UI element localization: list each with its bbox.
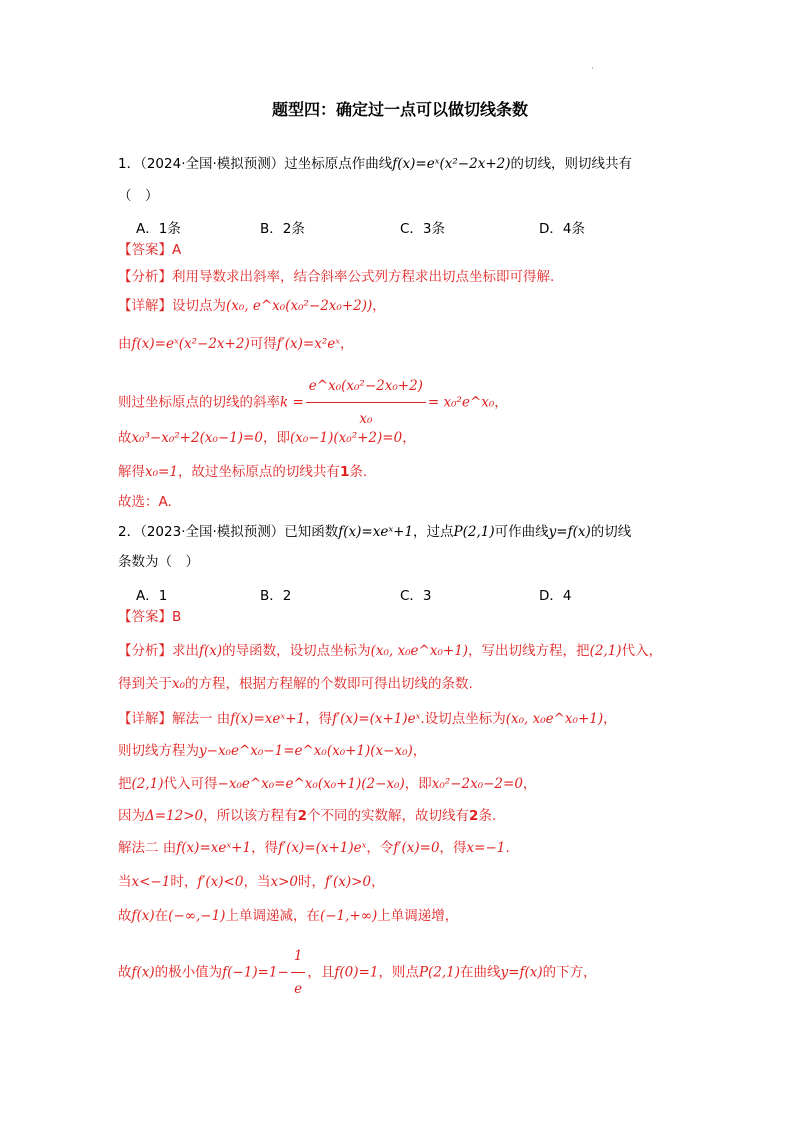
q2-a2-math: x₀ — [172, 676, 186, 692]
q2-f2-math3: x>0 — [270, 874, 298, 890]
q2-stem-text-b: ，过点 — [413, 524, 454, 540]
q2-f2-text-d: 时， — [297, 874, 325, 890]
q1-d2-text-a: 由 — [118, 336, 132, 352]
q2-f1-text-e: . — [505, 840, 510, 856]
q2-stem-line2: 条数为（ ） — [118, 554, 199, 570]
q1-analysis — [118, 267, 554, 287]
q2-detail-line3 — [118, 774, 536, 794]
q1-d4-math2: (x₀−1)(x₀²+2)=0 — [289, 430, 403, 446]
q1-stem-text-a: 1．（2024·全国·模拟预测）过坐标原点作曲线 — [118, 156, 393, 172]
q1-option-b: B．2条 — [260, 221, 305, 237]
q2-option-d: D．4 — [539, 588, 572, 604]
q2-e1-text-b: ，得 — [305, 711, 333, 727]
q1-option-c: C．3条 — [400, 221, 446, 237]
q2-f4-math5: y=f(x) — [500, 964, 543, 981]
q2-e1-text-c: .设切点坐标为 — [420, 711, 506, 727]
q2-a2-text-b: 的方程，根据方程解的个数即可得出切线的条数. — [185, 676, 473, 692]
q2-f2-text-e: ， — [371, 874, 385, 890]
q2-min-fraction — [291, 942, 306, 1003]
q2-e2-text-a: 则切线方程为 — [118, 743, 199, 759]
q1-slope-numerator: e^x₀(x₀²−2x₀+2) — [306, 372, 426, 403]
q2-f1-text-c: ，令 — [366, 840, 394, 856]
q2-e3-text-a: 把 — [118, 776, 132, 792]
q2-min-numerator: 1 — [291, 942, 306, 973]
q1-stem-math: f(x)=eˣ(x²−2x+2) — [392, 156, 511, 172]
q2-f4-math1: f(x) — [131, 964, 155, 981]
q2-stem-math2: P(2,1) — [453, 524, 495, 540]
q1-choice: 故选：A. — [118, 494, 172, 510]
q2-f1-math4: x=−1 — [466, 840, 506, 856]
q2-min-denominator: e — [294, 981, 303, 997]
q2-e4-math: Δ=12>0 — [145, 808, 204, 824]
q2-f1-math3: f′(x)=0 — [393, 840, 440, 856]
q1-d2-text-b: 可得 — [249, 336, 277, 352]
q1-d3-text-a: 则过坐标原点的切线的斜率 — [118, 394, 280, 411]
q2-stem-text-d: 的切线 — [590, 524, 632, 540]
q1-d1-text-b: ， — [372, 298, 386, 314]
q2-e4-count1: 2 — [297, 808, 308, 824]
q2-detail-line1 — [118, 709, 617, 729]
q2-e2-text-b: ， — [412, 743, 427, 759]
q1-slope-fraction — [306, 372, 426, 433]
q1-d4-text-a: 故 — [118, 430, 132, 446]
corner-mark: · — [591, 64, 594, 74]
q2-a1-text-d: 代入， — [621, 643, 663, 659]
q2-f2-math1: x<−1 — [131, 874, 171, 890]
q1-analysis-tag: 【分析】 — [118, 269, 172, 285]
q1-d4-math1: x₀³−x₀²+2(x₀−1)=0 — [131, 430, 263, 446]
q2-f3-text-d: 上单调递增， — [377, 908, 459, 924]
page-title: 题型四：确定过一点可以做切线条数 — [271, 100, 528, 119]
q2-a2-text-a: 得到关于 — [118, 676, 172, 692]
q1-d5-text-d: 条. — [349, 464, 368, 480]
q2-f3-text-b: 在 — [154, 908, 169, 924]
q1-d3-text-c: ， — [494, 394, 508, 411]
q2-e4-text-f: 条. — [478, 808, 497, 824]
q2-e1-math1: f(x)=xeˣ+1 — [230, 711, 306, 727]
q2-f2-math2: f′(x)<0 — [197, 874, 244, 890]
q2-e4-text-a: 因为 — [118, 808, 145, 824]
q2-a1-text-c: ，写出切线方程，把 — [468, 643, 590, 659]
q2-e4-text-b: ，所以该方程有 — [203, 808, 298, 824]
q1-d2-math2: f′(x)=x²eˣ — [276, 336, 341, 352]
q2-detail-line2 — [118, 741, 426, 761]
q2-f3-math3: (−1,+∞) — [319, 908, 378, 924]
q2-a1-math1: f(x) — [199, 643, 223, 659]
q1-detail-line2 — [118, 334, 354, 354]
q1-d4-text-b: ，即 — [262, 430, 290, 446]
q1-answer: 【答案】A — [118, 242, 182, 258]
q2-f4-math4: P(2,1) — [418, 964, 461, 981]
q1-stem-line1 — [118, 154, 632, 174]
q2-e1-text-a: 解法一 由 — [172, 711, 231, 727]
q1-stem-text-b: 的切线，则切线共有 — [510, 156, 632, 172]
q1-d5-count: 1 — [339, 464, 350, 480]
q2-f4-text-c: ，且 — [307, 964, 335, 981]
q2-f4-text-a: 故 — [118, 964, 132, 981]
q2-e3-text-d: ， — [522, 776, 537, 792]
q1-d1-text-a: 设切点为 — [172, 298, 226, 314]
q2-e3-text-b: 代入可得 — [163, 776, 218, 792]
q1-detail-line4 — [118, 428, 416, 448]
q2-f2-text-a: 当 — [118, 874, 132, 890]
q2-a1-text-b: 的导函数，设切点坐标为 — [222, 643, 371, 659]
q1-d5-text-b: ，故过坐标原点的切线共有 — [177, 464, 340, 480]
q2-f3-text-a: 故 — [118, 908, 132, 924]
q1-d5-math: x₀=1 — [145, 464, 178, 480]
q2-e1-text-d: ， — [603, 711, 617, 727]
q1-slope-denominator: x₀ — [359, 411, 373, 427]
q2-stem-text-c: 可作曲线 — [494, 524, 549, 540]
q2-detail-line4 — [118, 806, 496, 826]
q2-f1-text-b: ，得 — [251, 840, 279, 856]
q2-f2-text-c: ，当 — [243, 874, 271, 890]
q1-option-d: D．4条 — [539, 221, 585, 237]
q2-a1-math2: (x₀, x₀e^x₀+1) — [370, 643, 469, 659]
q2-method2-line1 — [118, 838, 510, 858]
q2-f4-text-d: ，则点 — [378, 964, 419, 981]
q1-d4-text-c: ， — [402, 430, 416, 446]
q1-d1-math: (x₀, e^x₀(x₀²−2x₀+2)) — [226, 298, 373, 314]
q2-answer: 【答案】B — [118, 609, 182, 625]
q1-d2-math1: f(x)=eˣ(x²−2x+2) — [131, 336, 250, 352]
q2-f3-text-c: 上单调递减，在 — [225, 908, 320, 924]
q2-analysis-line1 — [118, 641, 662, 661]
q1-option-a: A．1条 — [136, 221, 181, 237]
q2-e1-math3: (x₀, x₀e^x₀+1) — [505, 711, 604, 727]
q2-f1-math2: f′(x)=(x+1)eˣ — [278, 840, 367, 856]
q1-detail-line5 — [118, 462, 367, 482]
q2-stem-text-a: 2．（2023·全国·模拟预测）已知函数 — [118, 524, 339, 540]
q2-option-b: B．2 — [260, 588, 292, 604]
q2-a1-text-a: 求出 — [172, 643, 199, 659]
q2-option-c: C．3 — [400, 588, 432, 604]
q2-f3-math1: f(x) — [131, 908, 155, 924]
q2-f4-math2: f(−1)=1− — [222, 964, 289, 981]
q2-e3-text-c: ，即 — [404, 776, 432, 792]
q2-analysis-tag: 【分析】 — [118, 643, 172, 659]
q1-detail-line1 — [118, 296, 386, 316]
q2-f4-math3: f(0)=1 — [334, 964, 379, 981]
q2-a1-math3: (2,1) — [589, 643, 622, 659]
q2-f1-text-d: ，得 — [439, 840, 467, 856]
q2-detail-tag: 【详解】 — [118, 711, 172, 727]
q2-e4-count2: 2 — [469, 808, 479, 824]
q2-stem-math1: f(x)=xeˣ+1 — [338, 524, 414, 540]
q2-method2-line2 — [118, 872, 385, 892]
q2-e3-math2: −x₀e^x₀=e^x₀(x₀+1)(2−x₀) — [217, 776, 405, 792]
q2-option-a: A．1 — [136, 588, 168, 604]
q1-stem-line2: （ ） — [118, 188, 159, 204]
q1-analysis-text: 利用导数求出斜率，结合斜率公式列方程求出切点坐标即可得解. — [172, 269, 555, 285]
q2-e3-math1: (2,1) — [131, 776, 164, 792]
q2-analysis-line2 — [118, 674, 473, 694]
q1-d3-rhs: = x₀²e^x₀ — [427, 394, 495, 411]
q2-method2-line3 — [118, 906, 458, 926]
q2-f2-math4: f′(x)>0 — [324, 874, 372, 890]
q2-e1-math2: f′(x)=(x+1)eˣ — [332, 711, 421, 727]
q1-d3-k: k = — [280, 394, 304, 411]
q2-e3-math3: x₀²−2x₀−2=0 — [431, 776, 523, 792]
q2-stem-math3: y=f(x) — [548, 524, 591, 540]
q2-f4-text-b: 的极小值为 — [154, 964, 223, 981]
q2-f1-math1: f(x)=xeˣ+1 — [176, 840, 252, 856]
q2-f4-text-f: 的下方， — [542, 964, 597, 981]
q2-f3-math2: (−∞,−1) — [168, 908, 226, 924]
q2-f4-text-e: 在曲线 — [460, 964, 501, 981]
q2-e2-math: y−x₀e^x₀−1=e^x₀(x₀+1)(x−x₀) — [199, 743, 413, 759]
q1-d5-text-a: 解得 — [118, 464, 145, 480]
q1-detail-tag: 【详解】 — [118, 298, 172, 314]
q2-stem-line1 — [118, 522, 631, 542]
q1-d2-text-c: ， — [340, 336, 354, 352]
q2-f1-text-a: 解法二 由 — [118, 840, 177, 856]
q2-e4-text-d: 个不同的实数解，故切线有 — [307, 808, 470, 824]
q2-f2-text-b: 时， — [170, 874, 198, 890]
q1-detail-line3 — [118, 372, 508, 433]
q2-method2-line4 — [118, 942, 597, 1003]
